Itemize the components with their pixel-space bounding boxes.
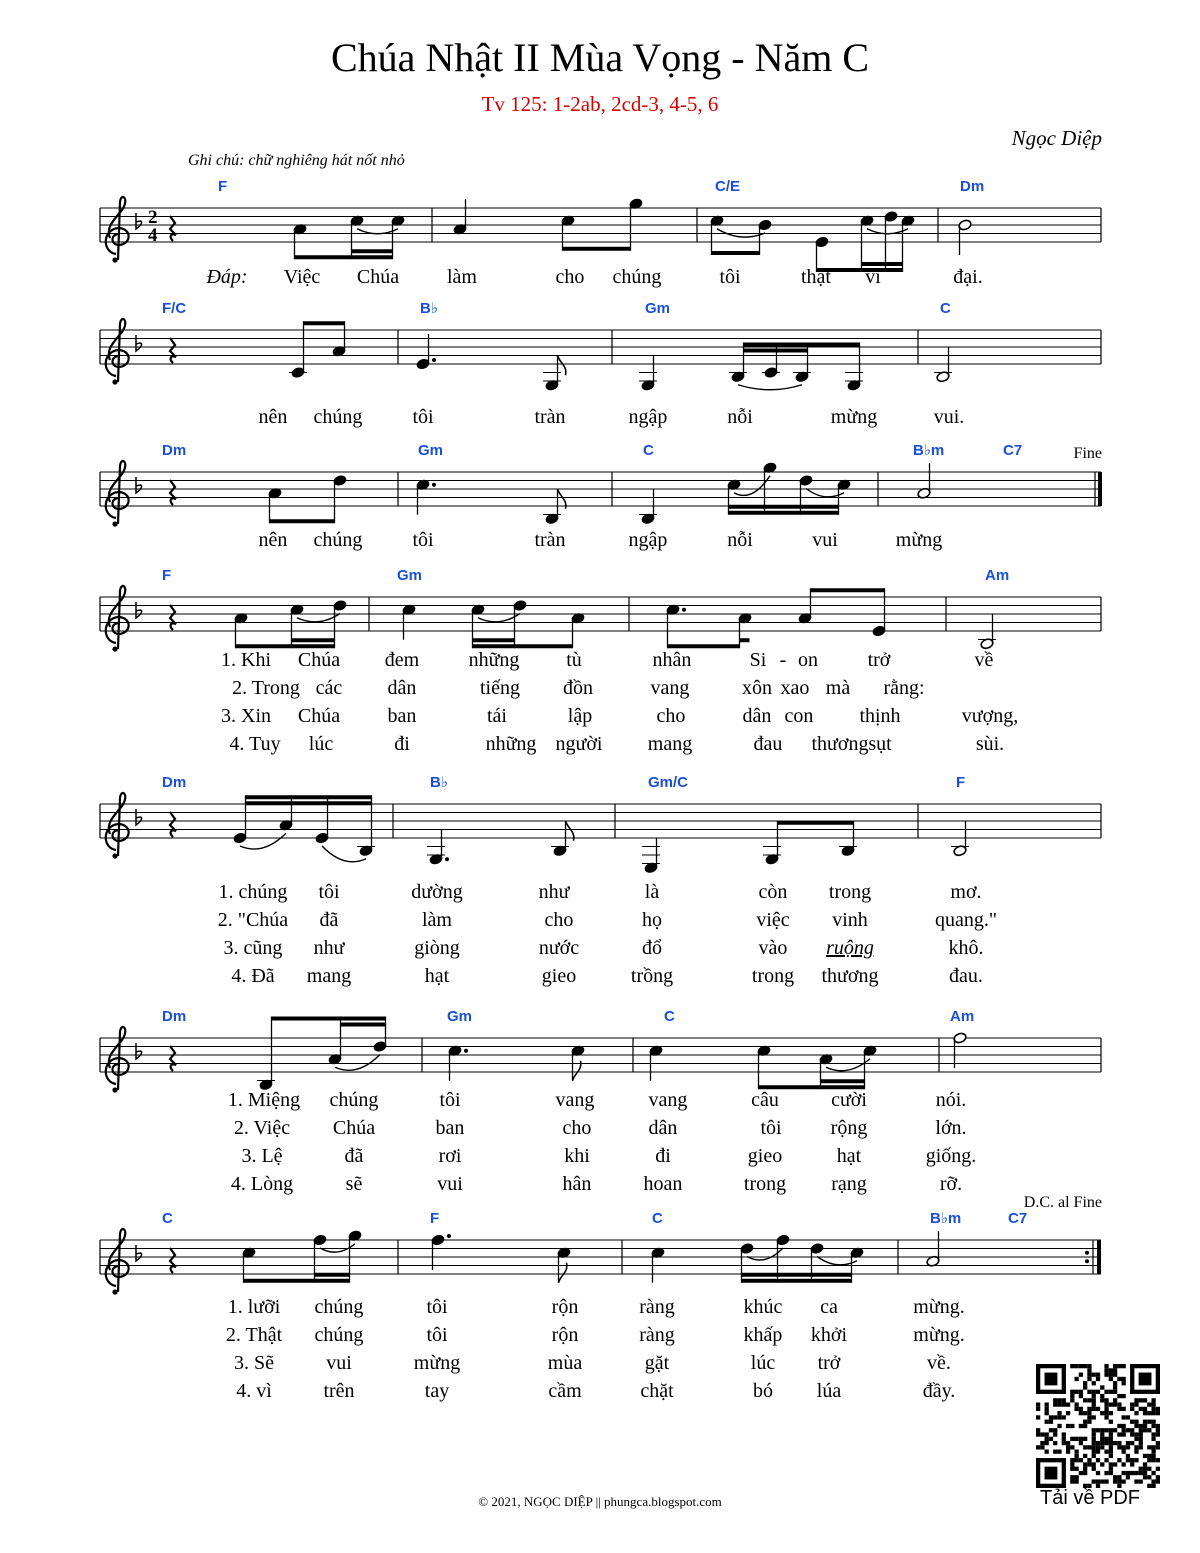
lyric-syllable: 4. Tuy (229, 733, 281, 755)
lyric-syllable: nỗi (727, 529, 753, 551)
lyric-syllable: trong (828, 881, 872, 903)
lyric-syllable: khi (564, 1145, 590, 1167)
lyric-syllable: con (784, 705, 814, 727)
lyric-syllable: rơi (438, 1145, 462, 1167)
lyric-syllable: 3. Xin (221, 705, 271, 727)
note-beam (295, 255, 393, 259)
lyric-syllable: vui (326, 1352, 352, 1374)
music-system (100, 442, 1102, 551)
lyric-syllable: khấp (743, 1324, 783, 1346)
lyric-syllable: 2. Thật (225, 1324, 283, 1346)
lyric-syllable: ruộng (826, 937, 874, 959)
chord-symbol: Gm/C (648, 774, 689, 791)
lyric-syllable: tôi (439, 1089, 461, 1111)
lyric-syllable: vui (437, 1173, 463, 1195)
lyric-syllable: dân (648, 1117, 678, 1139)
chord-symbol: Dm (162, 442, 187, 459)
chord-symbol: Dm (960, 178, 985, 195)
repeat-barline (1097, 1240, 1101, 1274)
note-beam (740, 638, 750, 642)
chord-symbol: F (218, 178, 228, 195)
lyric-syllable: trồng (630, 965, 674, 987)
lyric-syllable: vui (812, 529, 838, 551)
note-beam (811, 588, 885, 592)
lyric-syllable: giống. (925, 1145, 977, 1167)
lyric-syllable: tôi (760, 1117, 782, 1139)
lyric-syllable: ban (435, 1117, 465, 1139)
lyric-syllable: đau (753, 733, 783, 755)
lyric-syllable: 2. Trong (232, 677, 300, 699)
lyric-syllable: bó (753, 1380, 773, 1402)
lyric-syllable: nỗi (727, 406, 753, 428)
lyric-syllable: sẽ (345, 1173, 363, 1195)
chord-symbol: B♭ (420, 300, 438, 317)
lyric-syllable: nói. (935, 1089, 967, 1111)
key-signature-flat-icon (136, 809, 142, 825)
lyric-syllable: dân (742, 705, 772, 727)
note-beam (352, 249, 393, 253)
final-barline (1098, 472, 1102, 506)
note-beam (304, 321, 345, 325)
note-beam (246, 801, 372, 805)
lyric-syllable: đi (655, 1145, 671, 1167)
lyric-syllable: 3. Lệ (241, 1145, 283, 1167)
lyric-syllable: 3. Sẽ (234, 1352, 274, 1374)
note-beam (236, 644, 335, 648)
lyric-syllable: mừng (895, 529, 943, 551)
key-signature-flat-icon (136, 1043, 142, 1059)
lyric-syllable: thương (821, 965, 879, 987)
chord-symbol: F (430, 1210, 440, 1227)
lyric-syllable: cho (656, 705, 686, 727)
chord-symbol: Am (950, 1008, 975, 1025)
lyric-syllable: mừng. (913, 1296, 965, 1318)
chord-symbol: F/C (162, 300, 187, 317)
lyric-syllable: on (798, 649, 818, 671)
lyric-syllable: vào (758, 937, 788, 959)
treble-clef-icon (112, 379, 117, 384)
treble-clef-icon (112, 1289, 117, 1294)
lyric-syllable: rộn (551, 1324, 579, 1346)
lyric-syllable: chúng (329, 1089, 379, 1111)
lyric-syllable: vĩ (865, 266, 881, 288)
key-signature-flat-icon (136, 1245, 142, 1261)
lyric-syllable: tôi (719, 266, 741, 288)
treble-clef-icon (106, 1229, 129, 1292)
lyric-syllable: chúng (313, 406, 363, 428)
lyric-syllable: tôi (426, 1324, 448, 1346)
lyric-syllable: làm (422, 909, 452, 931)
note-beam (563, 247, 631, 251)
music-system (100, 1008, 1101, 1195)
chord-symbol: C7 (1003, 442, 1023, 459)
lyric-syllable: khúc (743, 1296, 783, 1318)
chord-symbol: F (162, 567, 172, 584)
treble-clef-icon (112, 521, 117, 526)
lyric-syllable: hân (562, 1173, 592, 1195)
treble-clef-icon (106, 197, 129, 260)
lyric-syllable: tiếng (480, 677, 520, 699)
lyric-syllable: cho (562, 1117, 592, 1139)
lyric-syllable: Đáp: (206, 266, 248, 288)
lyric-syllable: dân (387, 677, 417, 699)
lyric-syllable: 1. chúng (218, 881, 288, 903)
slur (297, 614, 340, 622)
note-beam (270, 519, 335, 523)
lyric-syllable: nhân (652, 649, 692, 671)
note-beam (315, 1273, 350, 1277)
lyric-syllable: trở (867, 649, 891, 671)
chord-symbol: Dm (162, 774, 187, 791)
quarter-rest-icon (170, 1046, 176, 1071)
lyric-syllable: 1. lưỡi (227, 1296, 281, 1318)
treble-clef-icon (112, 646, 117, 651)
treble-clef-icon (112, 257, 117, 262)
key-signature-flat-icon (136, 213, 142, 229)
lyric-syllable: 1. Khi (221, 649, 271, 671)
slur (478, 614, 520, 622)
lyric-syllable: ràng (639, 1324, 675, 1346)
note-beam (729, 511, 839, 515)
dot (682, 608, 686, 612)
lyric-syllable: tràn (534, 529, 566, 551)
chord-symbol: Gm (418, 442, 444, 459)
lyric-syllable: trở (817, 1352, 841, 1374)
lyric-syllable: vượng, (961, 705, 1019, 727)
music-system (100, 567, 1101, 755)
lyric-syllable: sùi. (975, 733, 1005, 755)
note-beam (744, 343, 860, 347)
lyric-syllable: mừng (830, 406, 878, 428)
lyric-syllable: lớn. (935, 1117, 967, 1139)
slur (240, 833, 286, 849)
note-beam (821, 1079, 865, 1083)
key-signature-flat-icon (136, 335, 142, 351)
lyric-syllable: lúa (816, 1380, 842, 1402)
note-beam (246, 795, 372, 799)
treble-clef-icon (112, 1087, 117, 1092)
lyric-syllable: đem (384, 649, 420, 671)
performance-note: Ghi chú: chữ nghiêng hát nốt nhỏ (188, 152, 405, 169)
treble-clef-icon (112, 853, 117, 858)
lyric-syllable: đã (344, 1145, 364, 1167)
lyric-syllable: mang (306, 965, 352, 987)
chord-symbol: C (652, 1210, 663, 1227)
copyright-footer: © 2021, NGỌC DIỆP || phungca.blogspot.com (478, 1494, 722, 1509)
dot (464, 1049, 468, 1053)
note-beam (272, 1017, 386, 1021)
lyric-syllable: tôi (318, 881, 340, 903)
key-signature-flat-icon (136, 477, 142, 493)
lyric-syllable: lập (567, 705, 593, 727)
lyric-syllable: 1. Miệng (227, 1089, 301, 1111)
lyric-syllable: Chúa (297, 705, 341, 727)
lyric-syllable: tôi (412, 529, 434, 551)
lyric-syllable: giòng (414, 937, 460, 959)
lyric-syllable: còn (758, 881, 788, 903)
lyric-syllable: Chúa (332, 1117, 376, 1139)
lyric-syllable: ngập (628, 406, 668, 428)
lyric-syllable: chúng (314, 1324, 364, 1346)
note-beam (744, 349, 808, 353)
lyric-syllable: - (779, 649, 787, 671)
lyric-syllable: tái (487, 705, 507, 727)
chord-symbol: B♭ (430, 774, 448, 791)
lyric-syllable: thịnh (859, 705, 901, 727)
lyric-syllable: ngập (628, 529, 668, 551)
note-beam (729, 505, 839, 509)
lyric-syllable: gặt (644, 1352, 670, 1374)
quarter-rest-icon (170, 216, 176, 241)
lyric-syllable: tôi (426, 1296, 448, 1318)
lyric-syllable: đầy. (922, 1380, 956, 1402)
lyric-syllable: rạng (831, 1173, 867, 1195)
note-beam (742, 1279, 852, 1283)
time-signature-bottom: 4 (148, 225, 158, 246)
chord-symbol: C (664, 1008, 675, 1025)
lyric-syllable: tràn (534, 406, 566, 428)
treble-clef-icon (106, 793, 129, 856)
lyric-syllable: xôn (742, 677, 772, 699)
lyric-syllable: rỡ. (939, 1173, 963, 1195)
quarter-rest-icon (170, 1248, 176, 1273)
lyric-syllable: mơ. (950, 881, 982, 903)
quarter-rest-icon (170, 812, 176, 837)
slur (335, 1055, 380, 1071)
lyric-syllable: cho (555, 266, 585, 288)
lyric-syllable: khởi (810, 1324, 848, 1346)
slur (322, 846, 366, 862)
lyric-syllable: vui. (933, 406, 965, 428)
slur (738, 385, 802, 390)
treble-clef-icon (106, 319, 129, 382)
chord-symbol: F (956, 774, 966, 791)
lyric-syllable: rộn (551, 1296, 579, 1318)
chord-symbol: Dm (162, 1008, 187, 1025)
qr-code-icon[interactable] (1036, 1364, 1160, 1488)
lyric-syllable: những (468, 649, 520, 671)
lyric-syllable: chúng (612, 266, 662, 288)
lyric-syllable: thương (811, 733, 869, 755)
lyric-syllable: thật (801, 266, 831, 288)
lyric-syllable: về (974, 649, 994, 671)
lyric-syllable: Si (749, 649, 767, 671)
lyric-syllable: vang (555, 1089, 595, 1111)
lyric-syllable: tôi (412, 406, 434, 428)
chord-symbol: C (162, 1210, 173, 1227)
lyric-syllable: người (555, 733, 603, 755)
quarter-rest-icon (170, 480, 176, 505)
note-beam (668, 644, 740, 648)
lyric-syllable: dường (411, 881, 463, 903)
fine-mark: Fine (1073, 445, 1102, 462)
note-beam (473, 644, 573, 648)
lyric-syllable: việc (756, 909, 790, 931)
lyric-syllable: cho (544, 909, 574, 931)
lyric-syllable: Chúa (356, 266, 400, 288)
lyric-syllable: ban (387, 705, 417, 727)
lyric-syllable: mừng (413, 1352, 461, 1374)
music-system (100, 178, 1101, 288)
treble-clef-icon (106, 586, 129, 649)
lyric-syllable: hạt (424, 965, 450, 987)
lyric-syllable: ca (820, 1296, 838, 1318)
slur (826, 1059, 870, 1071)
lyric-syllable: hạt (836, 1145, 862, 1167)
lyric-syllable: trong (743, 1173, 787, 1195)
note-beam (778, 821, 854, 825)
lyric-syllable: cười (831, 1089, 867, 1111)
chord-symbol: C (643, 442, 654, 459)
quarter-rest-icon (170, 338, 176, 363)
dc-al-fine-mark: D.C. al Fine (1023, 1194, 1102, 1211)
lyric-syllable: hoan (643, 1173, 683, 1195)
lyric-syllable: lúc (750, 1352, 776, 1374)
lyric-syllable: vang (648, 1089, 688, 1111)
lyric-syllable: quang." (934, 909, 998, 931)
lyric-syllable: mùa (547, 1352, 583, 1374)
lyric-syllable: tù (566, 649, 582, 671)
lyric-syllable: những (485, 733, 537, 755)
note-beam (244, 1279, 350, 1283)
lyric-syllable: 2. "Chúa (217, 909, 289, 931)
lyric-syllable: mà (825, 677, 851, 699)
dot (432, 483, 436, 487)
quarter-rest-icon (170, 605, 176, 630)
lyric-syllable: chúng (313, 529, 363, 551)
music-system (100, 1210, 1101, 1402)
note-beam (742, 1273, 852, 1277)
lyric-syllable: xao (780, 677, 810, 699)
lyric-syllable: đã (319, 909, 339, 931)
time-signature-top: 2 (148, 207, 158, 228)
composer-name: Ngọc Diệp (1011, 126, 1102, 150)
lyric-syllable: như (313, 937, 345, 959)
download-pdf-link[interactable]: Tải về PDF (1040, 1487, 1141, 1509)
lyric-syllable: đồn (563, 677, 593, 699)
lyric-syllable: là (644, 881, 660, 903)
slur (717, 229, 765, 237)
lyric-syllable: làm (447, 266, 477, 288)
psalm-reference: Tv 125: 1-2ab, 2cd-3, 4-5, 6 (481, 92, 719, 116)
key-signature-flat-icon (136, 602, 142, 618)
lyric-syllable: nước (538, 937, 580, 959)
repeat-dot (1085, 1251, 1089, 1255)
lyric-syllable: vang (650, 677, 690, 699)
dot (432, 358, 436, 362)
lyric-syllable: đổ (642, 937, 662, 959)
treble-clef-icon (106, 461, 129, 524)
lyric-syllable: chặt (640, 1380, 674, 1402)
lyric-syllable: gieo (747, 1145, 783, 1167)
lyric-syllable: mừng. (913, 1324, 965, 1346)
lyric-syllable: vinh (832, 909, 868, 931)
lyric-syllable: gieo (541, 965, 577, 987)
lyric-syllable: đi (394, 733, 410, 755)
chord-symbol: Gm (397, 567, 423, 584)
lyric-syllable: cầm (548, 1380, 582, 1402)
note-beam (473, 638, 515, 642)
chord-symbol: Gm (447, 1008, 473, 1025)
song-title: Chúa Nhật II Mùa Vọng - Năm C (330, 35, 870, 80)
lyric-syllable: rằng: (883, 677, 925, 699)
chord-symbol: Gm (645, 300, 671, 317)
note-beam (292, 638, 335, 642)
treble-clef-icon (106, 1027, 129, 1090)
lyric-syllable: Chúa (297, 649, 341, 671)
dot (447, 1234, 451, 1238)
lyric-syllable: 4. Đã (231, 965, 275, 987)
dot (445, 857, 449, 861)
music-system (100, 300, 1101, 428)
note-beam (712, 251, 760, 255)
lyric-syllable: mang (647, 733, 693, 755)
note-beam (341, 1023, 386, 1027)
lyric-syllable: Việc (283, 266, 321, 288)
lyric-syllable: câu (751, 1089, 779, 1111)
chord-symbol: C7 (1008, 1210, 1028, 1227)
lyric-syllable: về. (927, 1352, 951, 1374)
lyric-syllable: khô. (948, 937, 984, 959)
lyric-syllable: 2. Việc (233, 1117, 291, 1139)
chord-symbol: C/E (715, 178, 741, 195)
lyric-syllable: trong (751, 965, 795, 987)
chord-symbol: C (940, 300, 951, 317)
chord-symbol: B♭m (913, 442, 945, 459)
lyric-syllable: 4. Lòng (230, 1173, 294, 1195)
lyric-syllable: như (538, 881, 570, 903)
lyric-syllable: nên (258, 529, 288, 551)
lyric-syllable: họ (642, 909, 662, 931)
lyric-syllable: rộng (830, 1117, 868, 1139)
lyric-syllable: các (315, 677, 343, 699)
chord-symbol: Am (985, 567, 1010, 584)
lyric-syllable: tay (424, 1380, 450, 1402)
lyric-syllable: nên (258, 406, 288, 428)
music-system (100, 774, 1101, 987)
lyric-syllable: đại. (953, 266, 983, 288)
lyric-syllable: 3. cũng (223, 937, 283, 959)
repeat-dot (1085, 1259, 1089, 1263)
lyric-syllable: đau. (949, 965, 983, 987)
lyric-syllable: lúc (308, 733, 334, 755)
lyric-syllable: trên (323, 1380, 355, 1402)
lyric-syllable: ràng (639, 1296, 675, 1318)
lyric-syllable: sụt (868, 733, 892, 755)
lyric-syllable: 4. vì (236, 1380, 272, 1402)
chord-symbol: B♭m (930, 1210, 962, 1227)
lyric-syllable: chúng (314, 1296, 364, 1318)
